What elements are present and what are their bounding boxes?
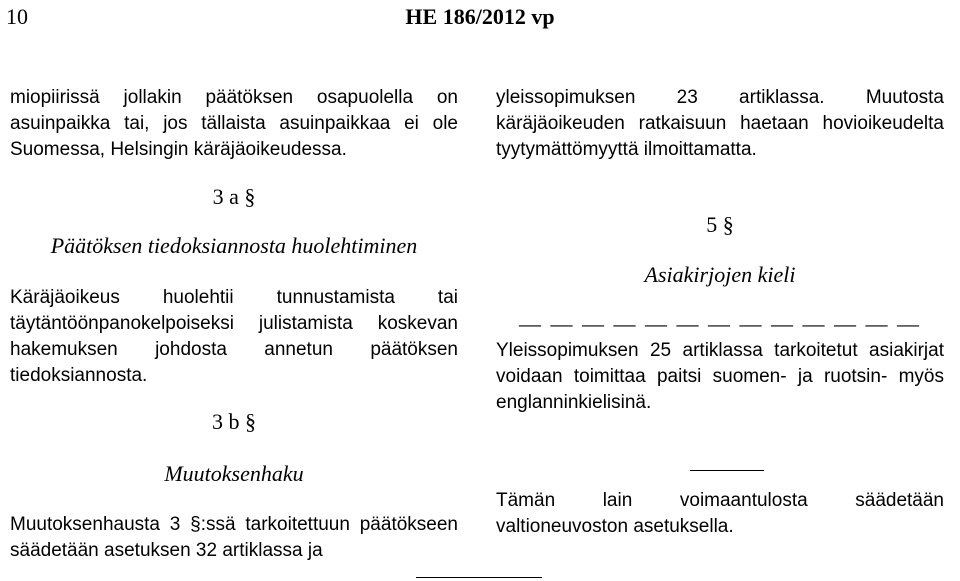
section-3b-heading: 3 b § [212, 409, 256, 434]
left-paragraph-1: miopiirissä jollakin päätöksen osapuolella on asuinpaikka tai, jos tällaista asuinpaikkaa ei ole Suomessa, Helsingin käräjäoikeudessa. [10, 87, 458, 160]
end-rule-left [416, 577, 542, 578]
right-paragraph-1: yleissopimuksen 23 artiklassa. Muutosta käräjäoikeuden ratkaisuun haetaan hovioikeudelta tyytymättömyyttä ilmoittamatta. [496, 87, 944, 160]
right-paragraph-3: Tämän lain voimaantulosta säädetään valtioneuvoston asetuksella. [496, 490, 944, 537]
page-number: 10 [6, 4, 28, 29]
section-3b-title: Muutoksenhaku [164, 461, 304, 486]
right-paragraph-2: Yleissopimuksen 25 artiklassa tarkoitetut asiakirjat voidaan toimittaa paitsi suomen- ja ruotsin- myös englanninkielisinä. [496, 340, 944, 413]
section-5-heading: 5 § [706, 212, 734, 237]
left-paragraph-2: Käräjäoikeus huolehtii tunnustamista tai täytäntöönpanokelpoiseksi julistamista koskevan hakemuksen johdosta annetun päätöksen tiedoksiannosta. [10, 287, 458, 386]
omission-dashes: — — — — — — — — — — — — — [519, 311, 921, 336]
document-id: HE 186/2012 vp [405, 4, 555, 29]
left-paragraph-3: Muutoksenhausta 3 §:ssä tarkoitettuun päätökseen säädetään asetuksen 32 artiklassa ja [10, 514, 458, 561]
section-3a-title: Päätöksen tiedoksiannosta huolehtiminen [50, 233, 418, 258]
left-column [10, 85, 458, 163]
end-rule-right [690, 470, 764, 471]
section-3a-heading: 3 a § [212, 184, 256, 209]
section-5-title: Asiakirjojen kieli [644, 262, 796, 287]
